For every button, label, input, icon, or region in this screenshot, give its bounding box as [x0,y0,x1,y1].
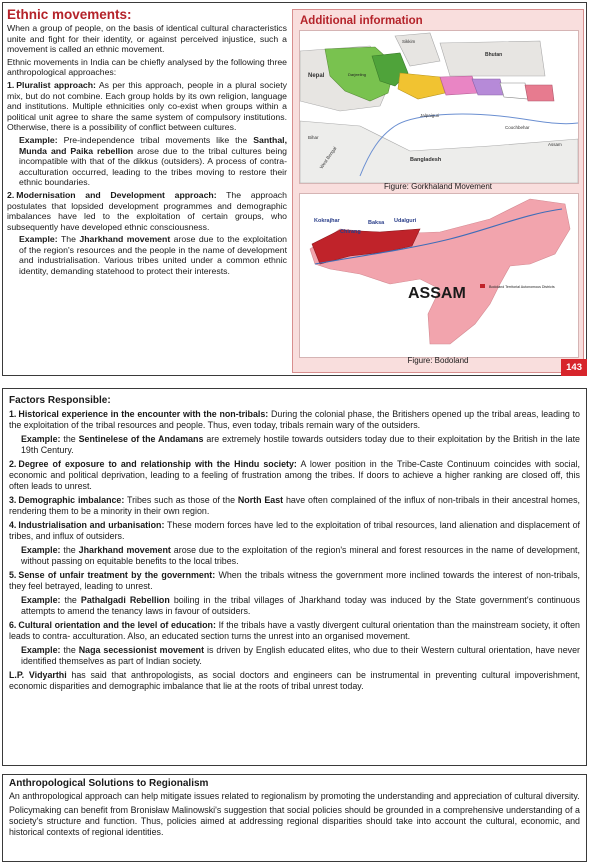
example-label: Example: [21,434,61,444]
factor-item [9,495,580,517]
example-text: arose due to the tribal cultures being incompatible with that of the dikkus (outsiders). A process of contra-acculturation occurred, leading to the tribes moving to restore their ethnic boundaries. [19,145,287,188]
gorkhaland-caption: Figure: Gorkhaland Movement [383,182,493,191]
factor-item [9,459,580,492]
factor-item [9,620,580,642]
item-number: 2. [7,189,15,200]
additional-information-heading: Additional information [300,15,423,27]
example-text: the [60,645,79,655]
approach-text: The approach postulates that lopsided development programmes and demographic imbalances have led to the exploitation of certain groups, who subsequently have developed ethnic consciousness. [7,189,287,232]
gorkhaland-map-graphic [300,31,578,183]
vidyarthi-quote [9,670,580,692]
example-label: Example: [21,645,61,655]
example-text: arose due to the exploitation of the region's mineral and forest resources in the name of development, without passing on equitable benefits to the local tribes. [21,545,580,566]
factor-text: When the tribals witness the government more inclined towards the interest of non-tribals, they feel betrayed, leading to unrest. [9,570,580,591]
factor-example [9,645,580,667]
approach-example [7,234,287,276]
example-text: is driven by English educated elites, who due to their Western cultural orientation, have never identified themselves as part of Indian society. [21,645,580,666]
approach-title: Pluralist approach: [16,79,96,90]
factor-highlight: North East [237,495,284,505]
item-number: 6. [9,620,17,630]
factor-example [9,434,580,456]
bodoland-map [299,193,579,358]
example-label: Example: [21,595,61,605]
example-highlight: Pathalgadi Rebellion [80,595,170,605]
map-label: Nepal [308,73,325,79]
factor-title: Sense of unfair treatment by the government: [18,570,216,580]
map-label: Bihar [308,135,319,140]
example-label: Example: [21,545,61,555]
solutions-panel [2,774,587,862]
factor-title: Degree of exposure to and relationship with the Hindu society: [18,459,297,469]
solutions-paragraph: Policymaking can benefit from Bronisław Malinowski's suggestion that social policies should be grounded in a comprehensive understanding of a society's structure and function. Thus, policies aimed at addressing regional disparities should take into account the cultural, economic, and historical contexts of regional identities. [9,805,580,837]
example-text: arose due to the exploitation of the region's resources and the people in the name of development and industrialisation. Various tribes united under a common ethnic identity, demanding statehood to protect their interests. [19,234,287,277]
factor-title: Demographic imbalance: [18,495,125,505]
map-label: Baksa [368,220,385,226]
map-label: West Bengal [318,145,338,170]
quote-text: has said that anthropologists, as social doctors and engineers can be instrumental in preventing cultural impoverishment, economic disparities and demographic imbalance that lie at the roots of tribal unrest today. [9,670,581,691]
factor-item [9,570,580,592]
solutions-paragraph: An anthropological approach can help mitigate issues related to regionalism by promoting the understanding and appreciation of cultural diversity. [9,791,580,801]
example-highlight: Naga secessionist movement [78,645,205,655]
map-label: Jalpaiguri [420,113,440,118]
item-number: 2. [9,459,17,469]
factors-panel [2,388,587,766]
item-number: 1. [9,409,17,419]
factor-text: have often complained of the influx of non-tribals in their ancestral homes, rendering them to be a minority in their own region. [9,495,581,516]
example-highlight: Sentinelese of the Andamans [78,434,204,444]
map-label: Chirang [340,229,361,235]
quote-author: L.P. Vidyarthi [9,670,67,680]
example-text: the [60,595,81,605]
legend-swatch [480,284,485,288]
ethnic-movements-heading: Ethnic movements: [7,7,132,22]
example-text: the [60,434,79,444]
approach-title: Modernisation and Development approach: [16,189,217,200]
item-number: 3. [9,495,17,505]
map-label: ASSAM [408,285,466,302]
map-legend-label: Bodoland Territorial Autonomous Districts [489,285,555,289]
item-number: 4. [9,520,17,530]
factor-text: Tribes such as those of the [124,495,238,505]
example-text: the [60,545,79,555]
page-number: 143 [561,359,587,376]
factor-example [9,545,580,567]
factor-text: During the colonial phase, the Britishers opened up the tribal areas, leading to the exploitation of the tribal resources and people. Thus, even today, tribals remain wary of the outsiders. [9,409,580,430]
factor-text: If the tribals have a vastly divergent cultural orientation than the mainstream society, it often leads to contra- acculturation. Also, an educated section turns the unrest into an organised movement. [9,620,580,641]
approach-example [7,135,287,188]
map-label: Kokrajhar [314,218,340,224]
factor-item [9,520,580,542]
map-label: Bangladesh [410,157,442,163]
map-label: Udalguri [394,218,417,224]
example-label: Example: [19,134,58,145]
example-text: are extremely hostile towards outsiders today due to their exploitation by the British in the late 19th Century. [21,434,580,455]
factor-item [9,409,580,431]
example-highlight: Jharkhand movement [78,545,171,555]
top-page-panel [2,2,587,376]
factor-title: Industrialisation and urbanisation: [18,520,165,530]
approach-item [7,190,287,232]
example-highlight: Santhal, Munda and Paika rebellion [19,134,287,156]
map-label: Assam [548,142,562,147]
example-text: Pre-independence tribal movements like the [57,134,254,145]
approach-text: As per this approach, people in a plural society mix, but do not combine. Each group holds by its own religion, language and institutions. Multiple ethnicities only co-exist when groups within a political unit agree to share the same system of compulsory institutions. Otherwise, there is a possibility of conflict between cultures. [7,79,287,133]
factor-text: A lower position in the Tribe-Caste Continuum coincides with social, economic and political deprivation, leading to a feeling of frustration among the tribes. If doors to achieve a higher ranking are closed off, this often leads to unrest. [9,459,580,491]
example-highlight: Jharkhand movement [79,234,171,245]
ethnic-movements-section [7,7,287,277]
additional-information-box [292,9,584,373]
ethnic-lead: Ethnic movements in India can be chiefly analysed by the following three anthropological approaches: [7,56,287,78]
map-label: Sikkim [402,39,416,44]
gorkhaland-map [299,30,579,184]
factor-text: These modern forces have led to the exploitation of tribal resources, land alienation and displacement of tribes, and influx of outsiders. [9,520,580,541]
factor-example [9,595,580,617]
map-label: Darjeeling [348,72,367,77]
factor-title: Cultural orientation and the level of education: [18,620,216,630]
map-label: Coochbehar [505,125,530,130]
map-label: Bhutan [485,52,503,58]
factor-title: Historical experience in the encounter with the non-tribals: [18,409,269,419]
approach-item [7,80,287,133]
solutions-heading: Anthropological Solutions to Regionalism [9,778,209,789]
bodoland-map-graphic [300,194,578,357]
item-number: 1. [7,79,15,90]
example-text: The [57,234,80,245]
example-label: Example: [19,234,58,245]
bodoland-caption: Figure: Bodoland [407,356,469,365]
item-number: 5. [9,570,17,580]
ethnic-intro: When a group of people, on the basis of identical cultural characteristics unite and fight for their identity, or against perceived injustice, such a movement is called an ethnic movement. [7,23,287,55]
factors-heading: Factors Responsible: [9,395,111,406]
example-text: boiling in the tribal villages of Jharkhand today was induced by the State government's continuous attempts to amend the tenancy laws in favour of outsiders. [21,595,580,616]
